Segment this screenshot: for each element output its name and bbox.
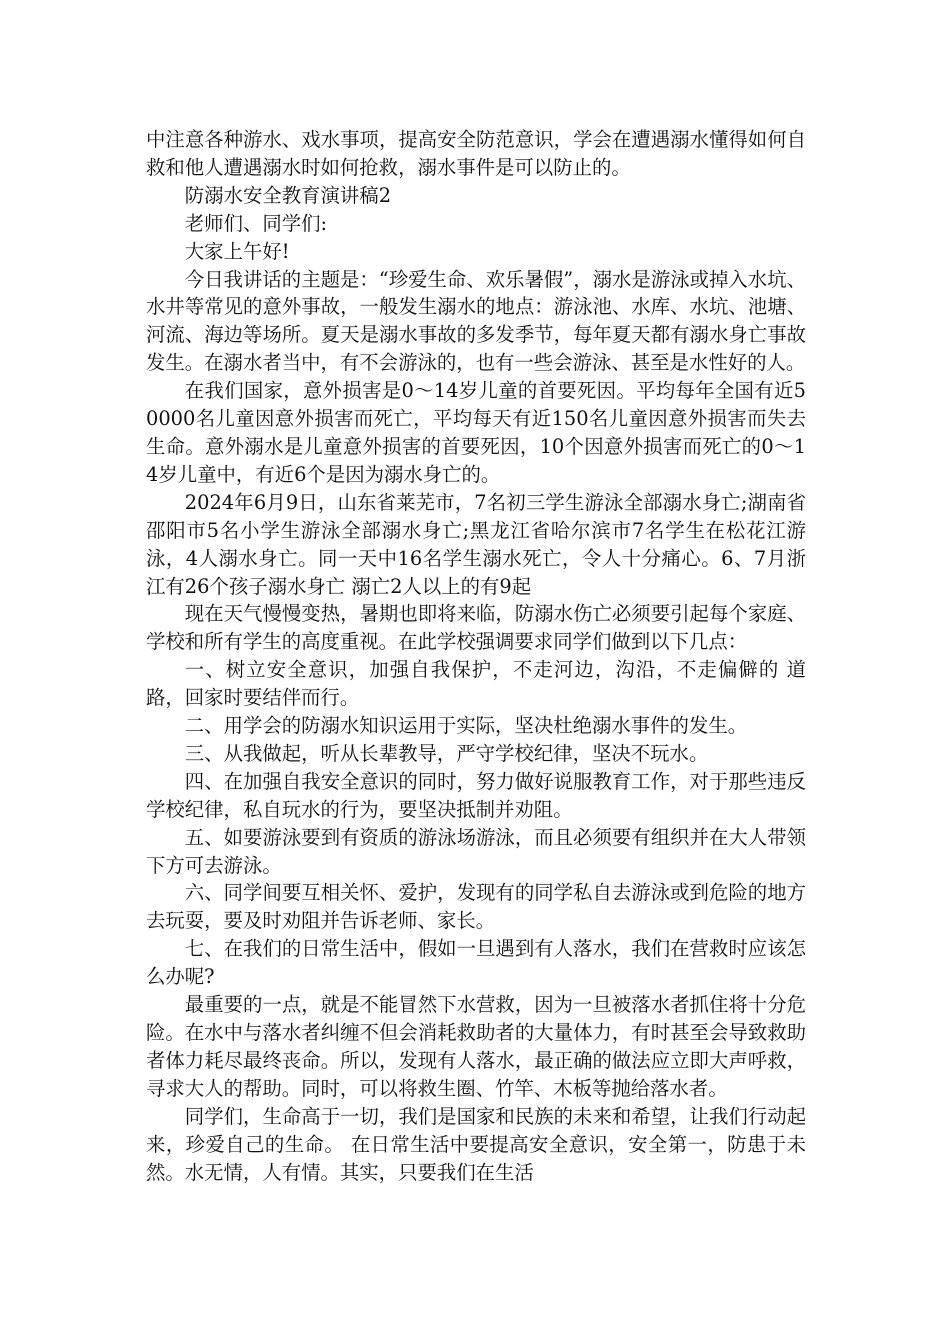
list-item: 七、在我们的日常生活中，假如一旦遇到有人落水，我们在营救时应该怎么办呢? (146, 937, 806, 989)
list-item: 三、从我做起，听从长辈教导，严守学校纪律，坚决不玩水。 (184, 741, 709, 765)
list-item: 二、用学会的防溺水知识运用于实际，坚决杜绝溺水事件的发生。 (184, 714, 748, 738)
list-item: 五、如要游泳要到有资质的游泳场游泳，而且必须要有组织并在大人带领下方可去游泳。 (146, 825, 806, 877)
paragraph-rescue-advice: 最重要的一点，就是不能冒然下水营救，因为一旦被落水者抓住将十分危险。在水中与落水者纠缠不但会消耗救助者的大量体力，有时甚至会导致救助者体力耗尽最终丧命。所以，发现有人落水，最正确的做法应立即大声呼救，寻求大人的帮助。同时，可以将救生圈、竹竿、木板等抛给落水者。 (146, 993, 806, 1100)
paragraph-intro-continuation: 中注意各种游水、戏水事项，提高安全防范意识，学会在遭遇溺水懂得如何自救和他人遭遇溺水时如何抢救，溺水事件是可以防止的。 (146, 128, 806, 179)
speech-title: 防溺水安全教育演讲稿2 (184, 183, 392, 207)
paragraph-incidents: 2024年6月9日，山东省莱芜市，7名初三学生游泳全部溺水身亡;湖南省邵阳市5名小学生游泳全部溺水身亡;黑龙江省哈尔滨市7名学生在松花江游泳，4人溺水身亡。同一天中16名学生溺水死亡，令人十分痛心。6、7月浙江有26个孩子溺水身亡 溺亡2人以上的有9起 (146, 490, 806, 598)
paragraph-conclusion: 同学们，生命高于一切，我们是国家和民族的未来和希望，让我们行动起来，珍爱自己的生命。 在日常生活中要提高安全意识，安全第一，防患于未然。水无情，人有情。其实，只要我们在生活 (146, 1104, 806, 1184)
paragraph-statistics: 在我们国家，意外损害是0～14岁儿童的首要死因。平均每年全国有近50000名儿童因意外损害而死亡，平均每天有近150名儿童因意外损害而失去生命。意外溺水是儿童意外损害的首要死因，10个因意外损害而死亡的0～14岁儿童中，有近6个是因为溺水身亡的。 (146, 379, 806, 486)
document-page (146, 126, 806, 1186)
greeting: 大家上午好! (184, 239, 290, 263)
paragraph-requirements-intro: 现在天气慢慢变热，暑期也即将来临，防溺水伤亡必须要引起每个家庭、学校和所有学生的高度重视。在此学校强调要求同学们做到以下几点： (146, 602, 806, 654)
list-item: 一、树立安全意识，加强自我保护，不走河边，沟沿，不走偏僻的 道路，回家时要结伴而行。 (146, 658, 806, 710)
list-item: 四、在加强自我安全意识的同时，努力做好说服教育工作，对于那些违反学校纪律，私自玩水的行为，要坚决抵制并劝阻。 (146, 769, 806, 821)
paragraph-topic: 今日我讲话的主题是：“珍爱生命、欢乐暑假”，溺水是游泳或掉入水坑、水井等常见的意外事故，一般发生溺水的地点：游泳池、水库、水坑、池塘、河流、海边等场所。夏天是溺水事故的多发季节，每年夏天都有溺水身亡事故发生。在溺水者当中，有不会游泳的，也有一些会游泳、甚至是水性好的人。 (146, 267, 806, 375)
list-item: 六、同学间要互相关怀、爱护，发现有的同学私自去游泳或到危险的地方去玩耍，要及时劝阻并告诉老师、家长。 (146, 881, 806, 933)
salutation: 老师们、同学们: (184, 211, 328, 235)
